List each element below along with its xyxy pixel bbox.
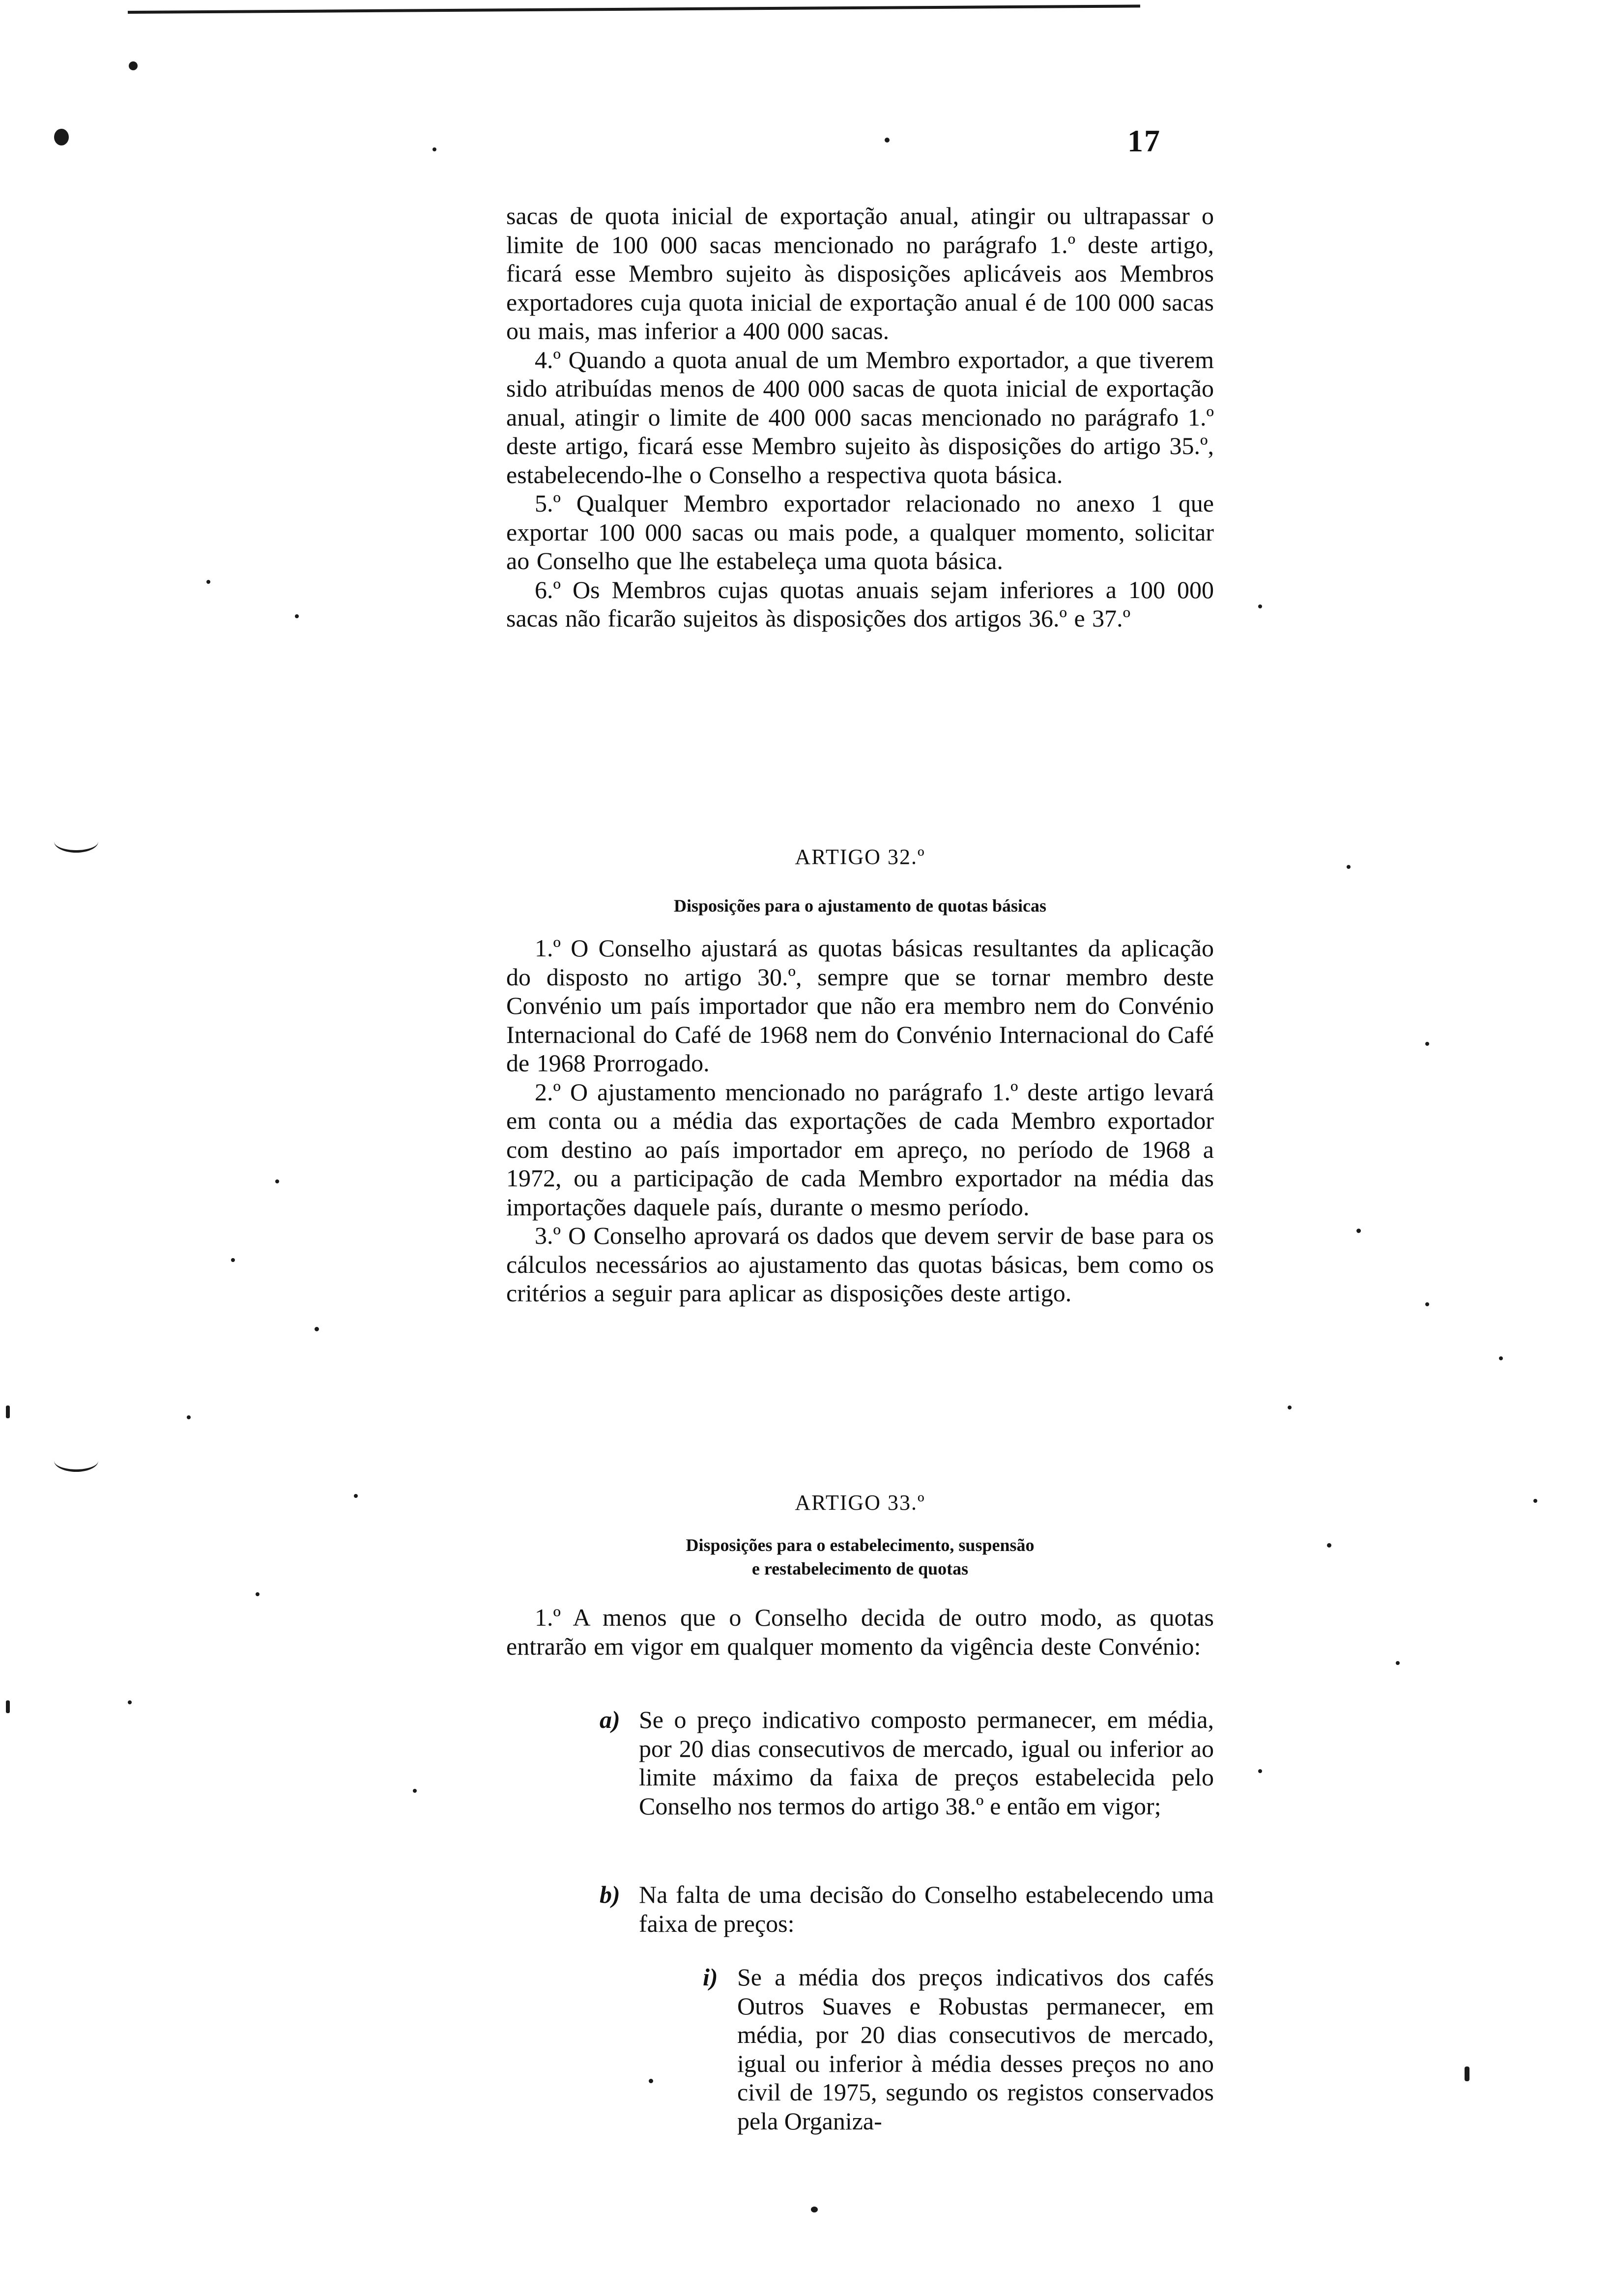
- scan-speck: [187, 1415, 191, 1419]
- article-33-heading: ARTIGO 33.º: [795, 1491, 925, 1515]
- scan-speck: [256, 1592, 259, 1596]
- scan-mark: [54, 1450, 98, 1472]
- scan-speck: [1499, 1356, 1503, 1360]
- paragraph-5: 5.º Qualquer Membro exportador relacionado no anexo 1 que exportar 100 000 sacas ou mais pode, a qualquer momento, solicitar ao Conselho que lhe estabeleça uma quota básica.: [506, 489, 1214, 574]
- article-32-body: [506, 934, 1214, 1308]
- list-item-b: [600, 1880, 1214, 1938]
- list-item-b-label: b): [600, 1881, 620, 1908]
- list-item-i-label: i): [703, 1963, 718, 1991]
- list-item-b-text: Na falta de uma decisão do Conselho estabelecendo uma faixa de preços:: [639, 1881, 1214, 1937]
- scan-speck: [1356, 1229, 1361, 1233]
- list-item-i-text: Se a média dos preços indicativos dos cafés Outros Suaves e Robustas permanecer, em média, por 20 dias consecutivos de mercado, igual ou inferior à média desses preços no ano civil de 1975, segundo os registos conservados pela Organiza-: [737, 1963, 1214, 2135]
- scan-speck: [6, 1700, 10, 1713]
- scan-speck: [231, 1258, 235, 1262]
- article-32-paragraph-1: 1.º O Conselho ajustará as quotas básicas resultantes da aplicação do disposto no artigo 30.º, sempre que se tornar membro deste Convénio um país importador que não era membro nem do Convénio Internacional do Café de 1968 nem do Convénio Internacional do Café de 1968 Prorrogado.: [506, 934, 1214, 1077]
- scan-speck: [432, 147, 436, 151]
- article-32-paragraph-3: 3.º O Conselho aprovará os dados que devem servir de base para os cálculos necessários ao ajustamento das quotas básicas, bem como os critérios a seguir para aplicar as disposições deste artigo.: [506, 1222, 1214, 1307]
- article-32-paragraph-2: 2.º O ajustamento mencionado no parágrafo 1.º deste artigo levará em conta ou a média das exportações de cada Membro exportador com destino ao país importador em apreço, no período de 1968 a 1972, ou a participação de cada Membro exportador na média das importações daquele país, durante o mesmo período.: [506, 1078, 1214, 1221]
- scan-speck: [1347, 865, 1351, 869]
- scan-speck: [295, 614, 299, 618]
- article-32-subtitle: Disposições para o ajustamento de quotas básicas: [673, 896, 1047, 916]
- scan-speck: [811, 2207, 818, 2212]
- scan-speck: [649, 2079, 653, 2083]
- scan-speck: [1288, 1406, 1292, 1409]
- paragraph-6: 6.º Os Membros cujas quotas anuais sejam inferiores a 100 000 sacas não ficarão sujeitos às disposições dos artigos 36.º e 37.º: [506, 575, 1214, 632]
- scan-speck: [6, 1406, 10, 1418]
- scan-speck: [275, 1179, 279, 1183]
- page-number: 17: [1127, 123, 1161, 158]
- list-item-a: [600, 1705, 1214, 1820]
- continued-article-text: [506, 201, 1214, 633]
- article-32-heading: ARTIGO 32.º: [795, 845, 925, 869]
- paragraph-4: 4.º Quando a quota anual de um Membro exportador, a que tiverem sido atribuídas menos de 400 000 sacas de quota inicial de exportação anual, atingir o limite de 400 000 sacas mencionado no parágrafo 1.º deste artigo, ficará esse Membro sujeito às disposições do artigo 35.º, estabelecendo-lhe o Conselho a respectiva quota básica.: [506, 345, 1214, 488]
- paragraph-continuation: sacas de quota inicial de exportação anual, atingir ou ultrapassar o limite de 100 000 sacas mencionado no parágrafo 1.º deste artigo, ficará esse Membro sujeito às disposições aplicáveis aos Membros exportadores cuja quota inicial de exportação anual é de 100 000 sacas ou mais, mas inferior a 400 000 sacas.: [506, 202, 1214, 344]
- scan-speck: [1533, 1499, 1537, 1503]
- scan-speck: [1258, 604, 1262, 608]
- scan-speck: [413, 1789, 417, 1793]
- article-33-paragraph-1: 1.º A menos que o Conselho decida de outro modo, as quotas entrarão em vigor em qualquer momento da vigência deste Convénio:: [506, 1604, 1214, 1660]
- scan-speck: [354, 1494, 358, 1498]
- list-item-i: [703, 1963, 1214, 2135]
- scan-speck: [128, 1700, 132, 1704]
- article-33-subtitle-line-2: e restabelecimento de quotas: [751, 1559, 969, 1578]
- article-33-body: [506, 1603, 1214, 1661]
- scan-speck: [129, 61, 138, 70]
- article-33-subtitle-line-1: Disposições para o estabelecimento, suspensão: [686, 1535, 1035, 1555]
- list-item-a-text: Se o preço indicativo composto permanecer, em média, por 20 dias consecutivos de mercado, igual ou inferior ao limite máximo da faixa de preços estabelecida pelo Conselho nos termos do artigo 38.º e então em vigor;: [639, 1706, 1214, 1820]
- list-item-a-label: a): [600, 1706, 620, 1733]
- scan-speck: [54, 129, 69, 145]
- scan-speck: [885, 138, 890, 143]
- scan-speck: [206, 580, 210, 584]
- scan-mark: [54, 831, 98, 853]
- top-border-rule: [128, 4, 1140, 14]
- scan-speck: [1465, 2066, 1469, 2081]
- article-33-subtitle: [506, 1533, 1214, 1580]
- scan-speck: [315, 1327, 319, 1331]
- scan-speck: [1327, 1543, 1331, 1548]
- scan-speck: [1258, 1769, 1262, 1773]
- scan-speck: [1396, 1661, 1400, 1665]
- scan-speck: [1425, 1042, 1429, 1046]
- scan-speck: [1425, 1302, 1429, 1306]
